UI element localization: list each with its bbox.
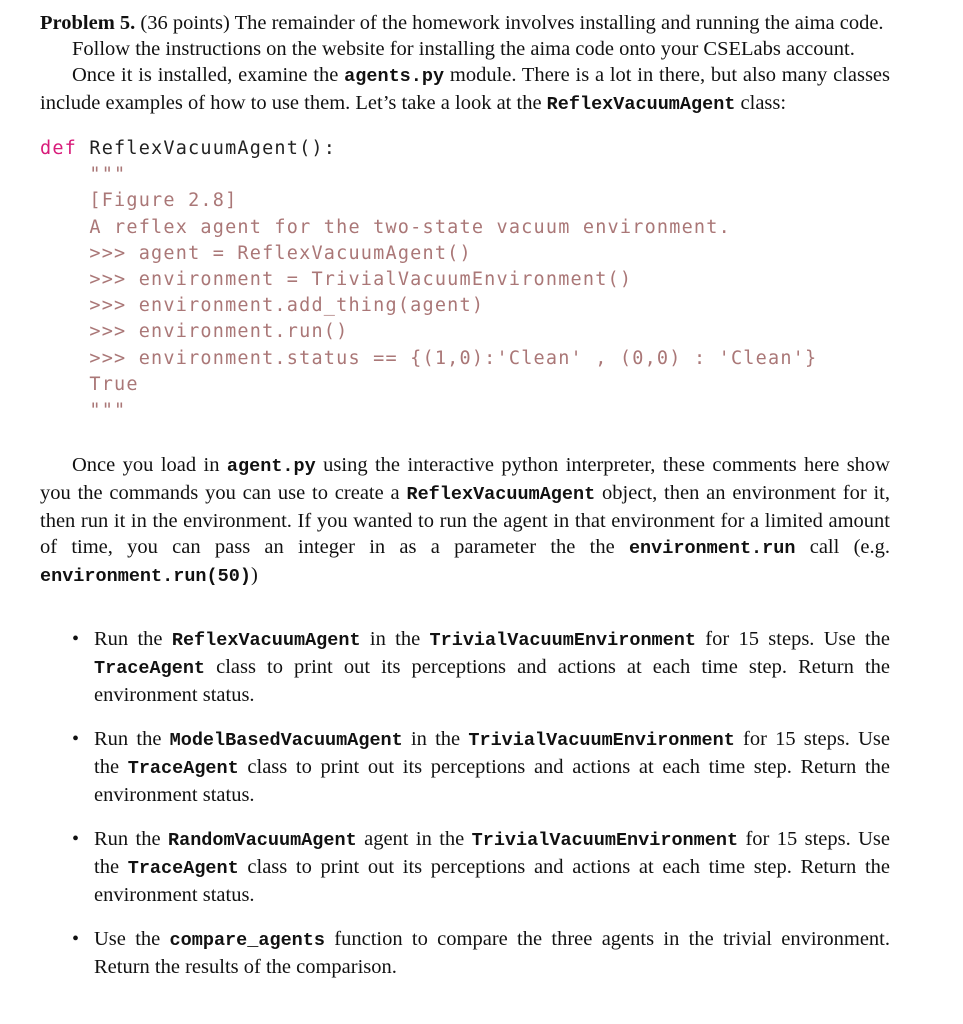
doctest-line-5: environment.status == {(1,0): [138,347,497,369]
doctest-line-2: environment = TrivialVacuumEnvironment() [138,269,633,291]
list-item: • Use the compare_agents function to compare the three agents in the trivial environment. Return the results of the comparison. [72,928,890,979]
def-keyword: def [40,138,78,159]
agents-py-code: agents.py [344,66,445,87]
bullet-icon: • [72,928,80,951]
doctest-line-4: environment.run() [138,321,349,343]
list-item: • Run the ReflexVacuumAgent in the TrivialVacuumEnvironment for 15 steps. Use the TraceAgent class to print out its perceptions and actions at each time step. Return the environment status. [72,628,890,707]
install-paragraph: Follow the instructions on the website for installing the aima code onto your CSELabs account. [72,38,855,60]
bullet-icon: • [72,728,80,751]
bullet-icon: • [72,628,80,651]
docstring-description: A reflex agent for the two-state vacuum environment. [89,216,731,238]
docstring-open: """ [89,164,127,186]
code-block: def ReflexVacuumAgent(): """ [Figure 2.8] A reflex agent for the two-state vacuum environment. >>> agent = ReflexVacuumAgent() >>> environment = TrivialVacuumEnvironment() >>> environment.add_thing(agent) >>> environment.run() >>> environment.status == {(1,0):'Clean' , (0,0) : 'Clean'} True """ [40,138,818,422]
doctest-line-1: agent = ReflexVacuumAgent() [138,242,472,264]
function-signature: ReflexVacuumAgent(): [77,138,337,159]
list-item: • Run the ModelBasedVacuumAgent in the TrivialVacuumEnvironment for 15 steps. Use the TraceAgent class to print out its perceptions and actions at each time step. Return the environment status. [72,728,891,807]
docstring-figure: [Figure 2.8] [89,190,238,212]
doctest-line-3: environment.add_thing(agent) [138,295,485,317]
interpreter-paragraph: Once you load in agent.py using the interactive python interpreter, these comments here show you the commands you can use to create a ReflexVacuumAgent object, then an environment for it, then run it in the environment. If you wanted to run the agent in that environment for a limited amount of time, you can pass an integer in as a parameter the the environment.run call (e.g. environment.run(50)) [40,454,891,588]
list-item: • Run the RandomVacuumAgent agent in the TrivialVacuumEnvironment for 15 steps. Use the TraceAgent class to print out its perceptions and actions at each time step. Return the environment status. [72,828,891,907]
problem-document [40,10,890,998]
bullet-icon: • [72,828,80,851]
docstring-close: """ [89,400,127,422]
task-list [40,626,890,980]
examine-paragraph: Once it is installed, examine the agents.py module. There is a lot in there, but also many classes include examples of how to use them. Let’s take a look at the ReflexVacuumAgent class: [40,64,890,115]
problem-header [40,10,890,36]
problem-label: Problem 5. [40,12,136,34]
reflex-vacuum-agent-code: ReflexVacuumAgent [546,94,736,115]
problem-points: (36 points) [140,12,230,34]
doctest-result: True [89,373,139,395]
problem-intro: The remainder of the homework involves installing and running the aima code. [234,12,884,34]
